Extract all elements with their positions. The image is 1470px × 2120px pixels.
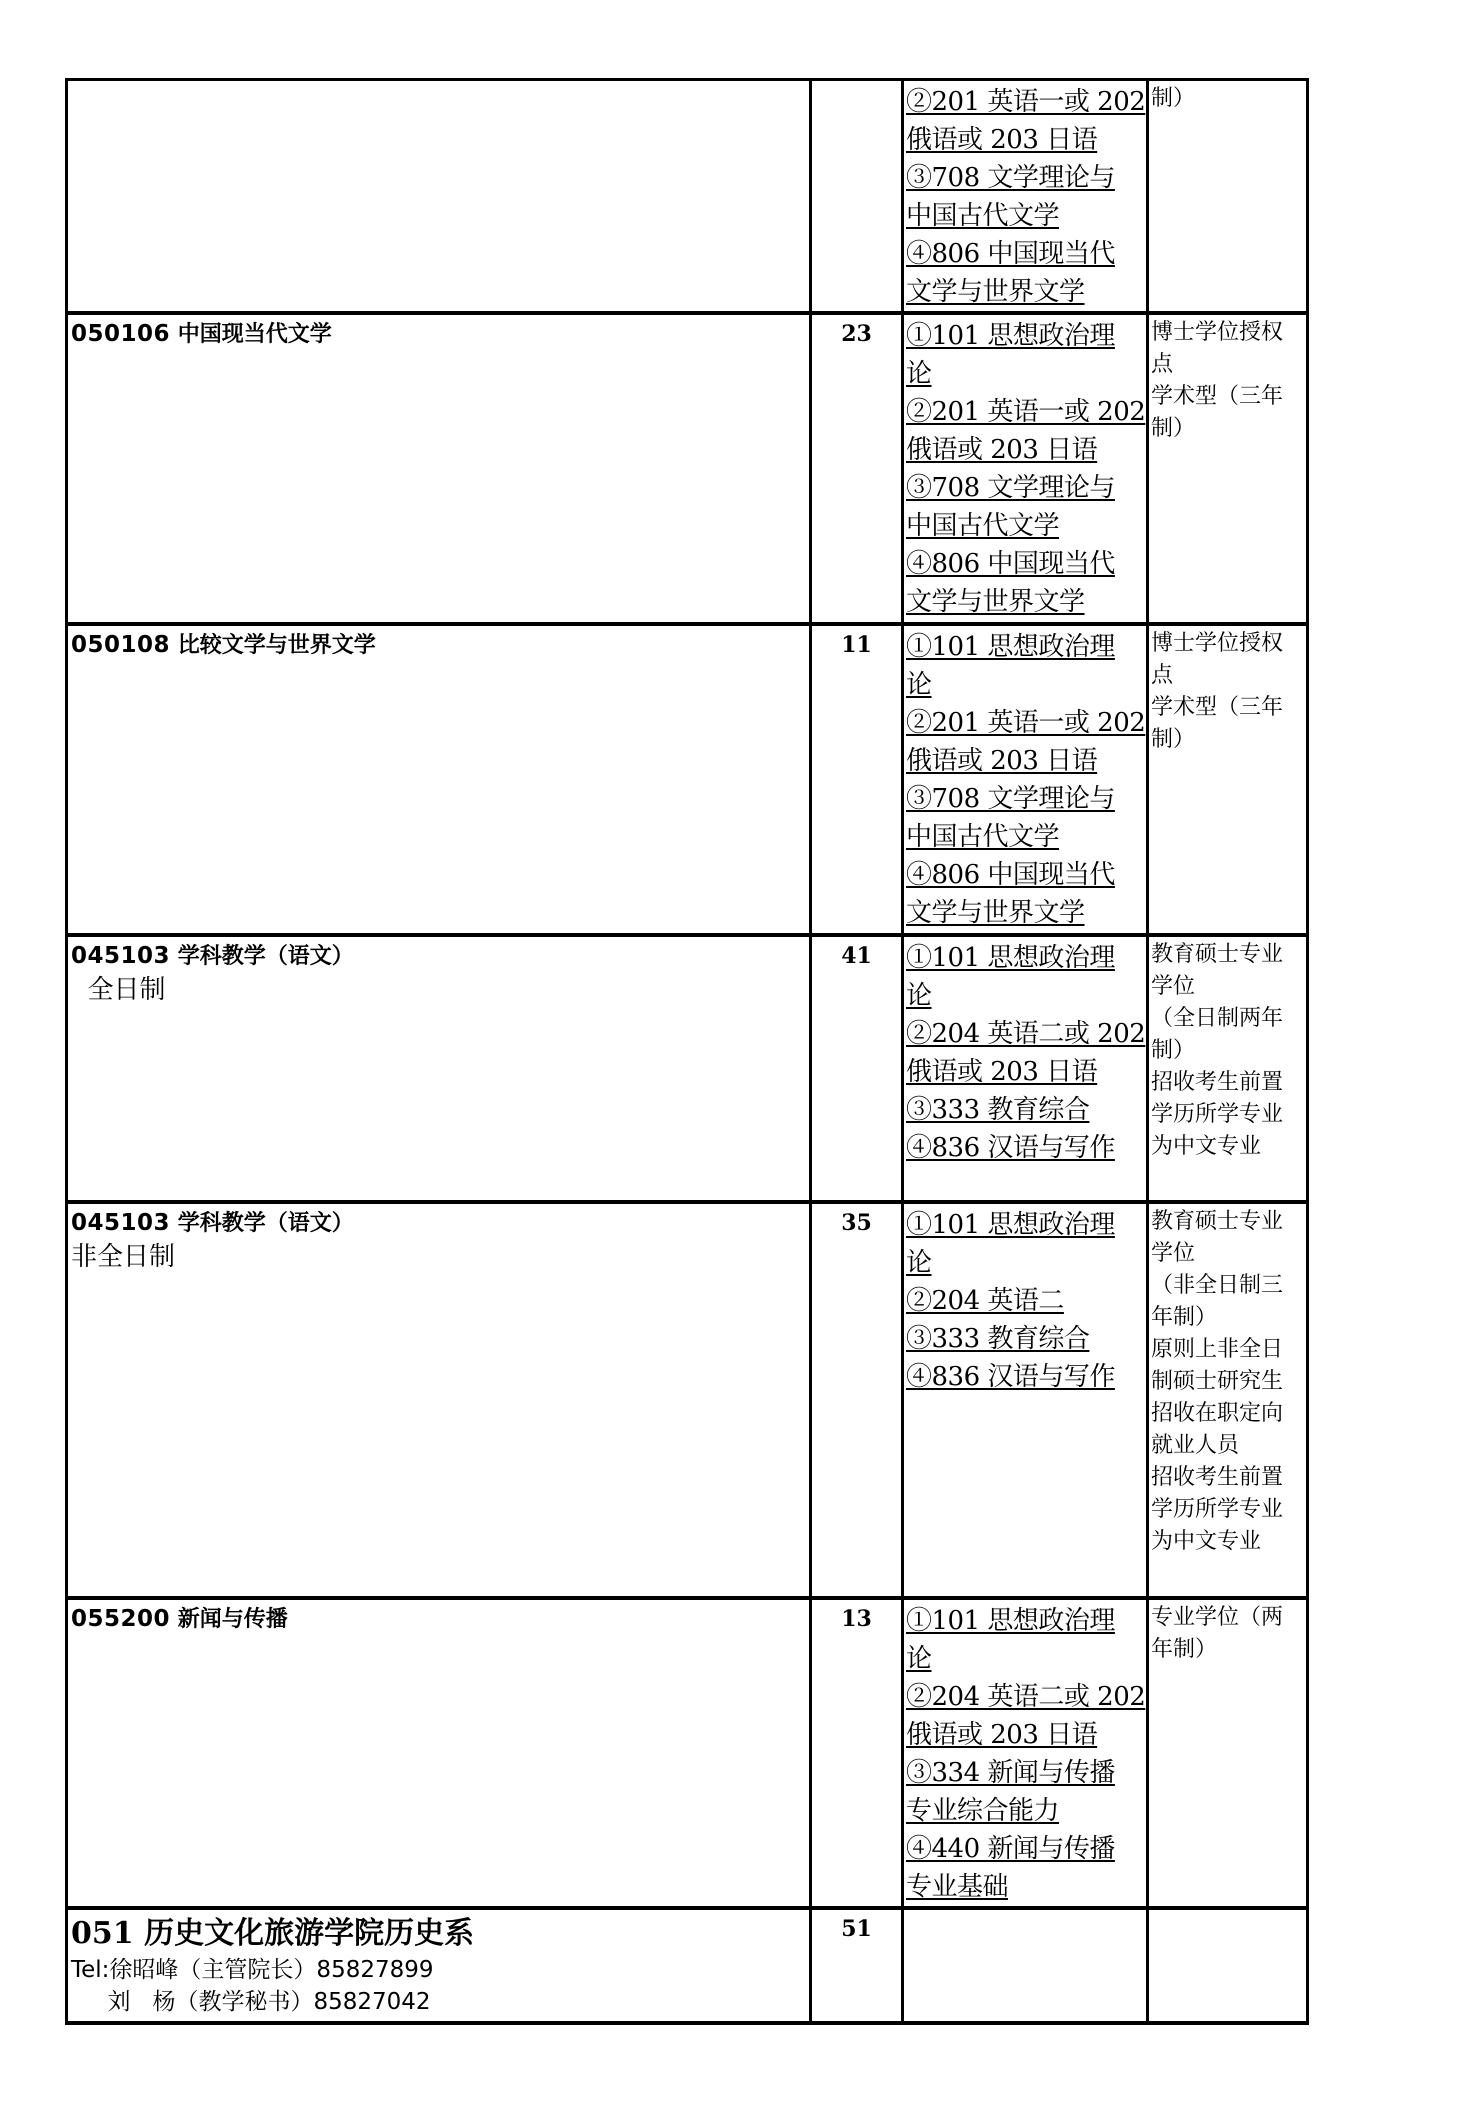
remark-line: 博士学位授权 bbox=[1151, 631, 1284, 656]
exam-subject-line: ②204 英语二 bbox=[906, 1286, 1064, 1316]
remark-line: 教育硕士专业 bbox=[1151, 942, 1284, 967]
exam-subject-line: 中国古代文学 bbox=[906, 822, 1060, 852]
exam-subject-line: 俄语或 203 日语 bbox=[906, 435, 1098, 465]
table-row bbox=[67, 80, 1308, 314]
remarks-cell bbox=[1148, 313, 1308, 624]
remarks-cell bbox=[1148, 935, 1308, 1202]
major-cell bbox=[67, 1598, 811, 1908]
major-name: 050106 中国现当代文学 bbox=[71, 321, 332, 347]
remark-line: 点 bbox=[1151, 352, 1174, 377]
exam-subject-line: 俄语或 203 日语 bbox=[906, 1720, 1098, 1750]
exam-subject-line: ①101 思想政治理 bbox=[906, 321, 1115, 351]
remark-line: 学历所学专业 bbox=[1151, 1497, 1284, 1522]
quota-cell: 13 bbox=[811, 1598, 903, 1908]
exam-subject-line: 论 bbox=[906, 359, 932, 389]
quota-cell: 23 bbox=[811, 313, 903, 624]
table-row bbox=[67, 313, 1308, 624]
exam-subject-line: ①101 思想政治理 bbox=[906, 943, 1115, 973]
exam-subject-line: 俄语或 203 日语 bbox=[906, 746, 1098, 776]
exam-subjects-cell bbox=[903, 80, 1148, 314]
exam-subjects-cell bbox=[903, 935, 1148, 1202]
major-name: 045103 学科教学（语文） bbox=[71, 943, 354, 969]
remark-line: 学术型（三年 bbox=[1151, 384, 1284, 409]
exam-subject-line: ②204 英语二或 202 bbox=[906, 1682, 1146, 1712]
exam-subject-line: 论 bbox=[906, 981, 932, 1011]
exam-subject-line: ④806 中国现当代 bbox=[906, 860, 1115, 890]
enrollment-table-page bbox=[65, 78, 1306, 2025]
exam-subject-line: ①101 思想政治理 bbox=[906, 1606, 1115, 1636]
remark-line: 专业学位（两 bbox=[1151, 1605, 1284, 1630]
quota-cell: 41 bbox=[811, 935, 903, 1202]
exam-subject-line: 俄语或 203 日语 bbox=[906, 125, 1098, 155]
exam-subject-line: 文学与世界文学 bbox=[906, 898, 1085, 928]
exam-subjects-cell bbox=[903, 624, 1148, 935]
study-mode: 全日制 bbox=[71, 975, 166, 1005]
exam-subject-line: ③708 文学理论与 bbox=[906, 163, 1115, 193]
major-cell bbox=[67, 80, 811, 314]
exam-subjects-cell bbox=[903, 313, 1148, 624]
table-row bbox=[67, 1202, 1308, 1598]
remark-line: 年制） bbox=[1151, 1305, 1218, 1330]
major-name: 050108 比较文学与世界文学 bbox=[71, 632, 376, 658]
quota-cell: 51 bbox=[811, 1908, 903, 2023]
exam-subject-line: 中国古代文学 bbox=[906, 511, 1060, 541]
quota-cell: 11 bbox=[811, 624, 903, 935]
major-name: 055200 新闻与传播 bbox=[71, 1606, 288, 1632]
contact-line: 刘 杨（教学秘书）85827042 bbox=[71, 1989, 431, 2015]
exam-subject-line: 专业基础 bbox=[906, 1872, 1009, 1902]
remark-line: 博士学位授权 bbox=[1151, 320, 1284, 345]
remarks-cell bbox=[1148, 1202, 1308, 1598]
remark-line: 教育硕士专业 bbox=[1151, 1209, 1284, 1234]
remark-line: 制） bbox=[1151, 727, 1196, 752]
exam-subject-line: 俄语或 203 日语 bbox=[906, 1057, 1098, 1087]
exam-subject-line: ③708 文学理论与 bbox=[906, 473, 1115, 503]
exam-subject-line: ①101 思想政治理 bbox=[906, 1210, 1115, 1240]
exam-subject-line: 论 bbox=[906, 1248, 932, 1278]
remark-line: 制） bbox=[1151, 86, 1196, 111]
exam-subject-line: 论 bbox=[906, 670, 932, 700]
department-title: 051 历史文化旅游学院历史系 bbox=[71, 1916, 475, 1951]
enrollment-table bbox=[65, 78, 1309, 2025]
table-row bbox=[67, 624, 1308, 935]
remark-line: 学位 bbox=[1151, 974, 1196, 999]
study-mode: 非全日制 bbox=[71, 1242, 176, 1272]
remark-line: 制硕士研究生 bbox=[1151, 1369, 1284, 1394]
major-cell bbox=[67, 624, 811, 935]
exam-subject-line: ②201 英语一或 202 bbox=[906, 397, 1146, 427]
exam-subject-line: ④806 中国现当代 bbox=[906, 239, 1115, 269]
remark-line: 招收考生前置 bbox=[1151, 1465, 1284, 1490]
remarks-cell bbox=[1148, 80, 1308, 314]
exam-subject-line: ①101 思想政治理 bbox=[906, 632, 1115, 662]
exam-subject-line: ②201 英语一或 202 bbox=[906, 708, 1146, 738]
exam-subjects-cell bbox=[903, 1202, 1148, 1598]
remark-line: 制） bbox=[1151, 1038, 1196, 1063]
exam-subject-line: ③334 新闻与传播 bbox=[906, 1758, 1115, 1788]
remark-line: 招收考生前置 bbox=[1151, 1070, 1284, 1095]
exam-subject-line: 中国古代文学 bbox=[906, 201, 1060, 231]
department-cell bbox=[67, 1908, 811, 2023]
major-name: 045103 学科教学（语文） bbox=[71, 1210, 354, 1236]
remark-line: 为中文专业 bbox=[1151, 1529, 1262, 1554]
exam-subject-line: ④836 汉语与写作 bbox=[906, 1362, 1115, 1392]
exam-subject-line: 文学与世界文学 bbox=[906, 277, 1085, 307]
table-row bbox=[67, 1598, 1308, 1908]
remarks-cell bbox=[1148, 1908, 1308, 2023]
table-body bbox=[67, 80, 1308, 2024]
exam-subjects-cell bbox=[903, 1908, 1148, 2023]
exam-subject-line: ④806 中国现当代 bbox=[906, 549, 1115, 579]
remark-line: 年制） bbox=[1151, 1637, 1218, 1662]
exam-subject-line: 论 bbox=[906, 1644, 932, 1674]
remark-line: 原则上非全日 bbox=[1151, 1337, 1284, 1362]
major-cell bbox=[67, 313, 811, 624]
remark-line: 学历所学专业 bbox=[1151, 1102, 1284, 1127]
exam-subject-line: 专业综合能力 bbox=[906, 1796, 1060, 1826]
exam-subject-line: ③708 文学理论与 bbox=[906, 784, 1115, 814]
exam-subject-line: ③333 教育综合 bbox=[906, 1095, 1090, 1125]
department-row bbox=[67, 1908, 1308, 2023]
remarks-cell bbox=[1148, 624, 1308, 935]
remark-line: 制） bbox=[1151, 416, 1196, 441]
table-row bbox=[67, 935, 1308, 1202]
remark-line: 点 bbox=[1151, 663, 1174, 688]
remark-line: 为中文专业 bbox=[1151, 1134, 1262, 1159]
quota-cell: 35 bbox=[811, 1202, 903, 1598]
remark-line: （非全日制三 bbox=[1151, 1273, 1284, 1298]
contact-line: Tel:徐昭峰（主管院长）85827899 bbox=[71, 1957, 434, 1983]
exam-subjects-cell bbox=[903, 1598, 1148, 1908]
exam-subject-line: 文学与世界文学 bbox=[906, 587, 1085, 617]
major-cell bbox=[67, 935, 811, 1202]
exam-subject-line: ③333 教育综合 bbox=[906, 1324, 1090, 1354]
exam-subject-line: ②201 英语一或 202 bbox=[906, 87, 1146, 117]
remark-line: （全日制两年 bbox=[1151, 1006, 1284, 1031]
exam-subject-line: ④836 汉语与写作 bbox=[906, 1133, 1115, 1163]
exam-subject-line: ④440 新闻与传播 bbox=[906, 1834, 1115, 1864]
remark-line: 招收在职定向 bbox=[1151, 1401, 1284, 1426]
exam-subject-line: ②204 英语二或 202 bbox=[906, 1019, 1146, 1049]
remark-line: 就业人员 bbox=[1151, 1433, 1240, 1458]
remarks-cell bbox=[1148, 1598, 1308, 1908]
quota-cell bbox=[811, 80, 903, 314]
remark-line: 学位 bbox=[1151, 1241, 1196, 1266]
major-cell bbox=[67, 1202, 811, 1598]
remark-line: 学术型（三年 bbox=[1151, 695, 1284, 720]
